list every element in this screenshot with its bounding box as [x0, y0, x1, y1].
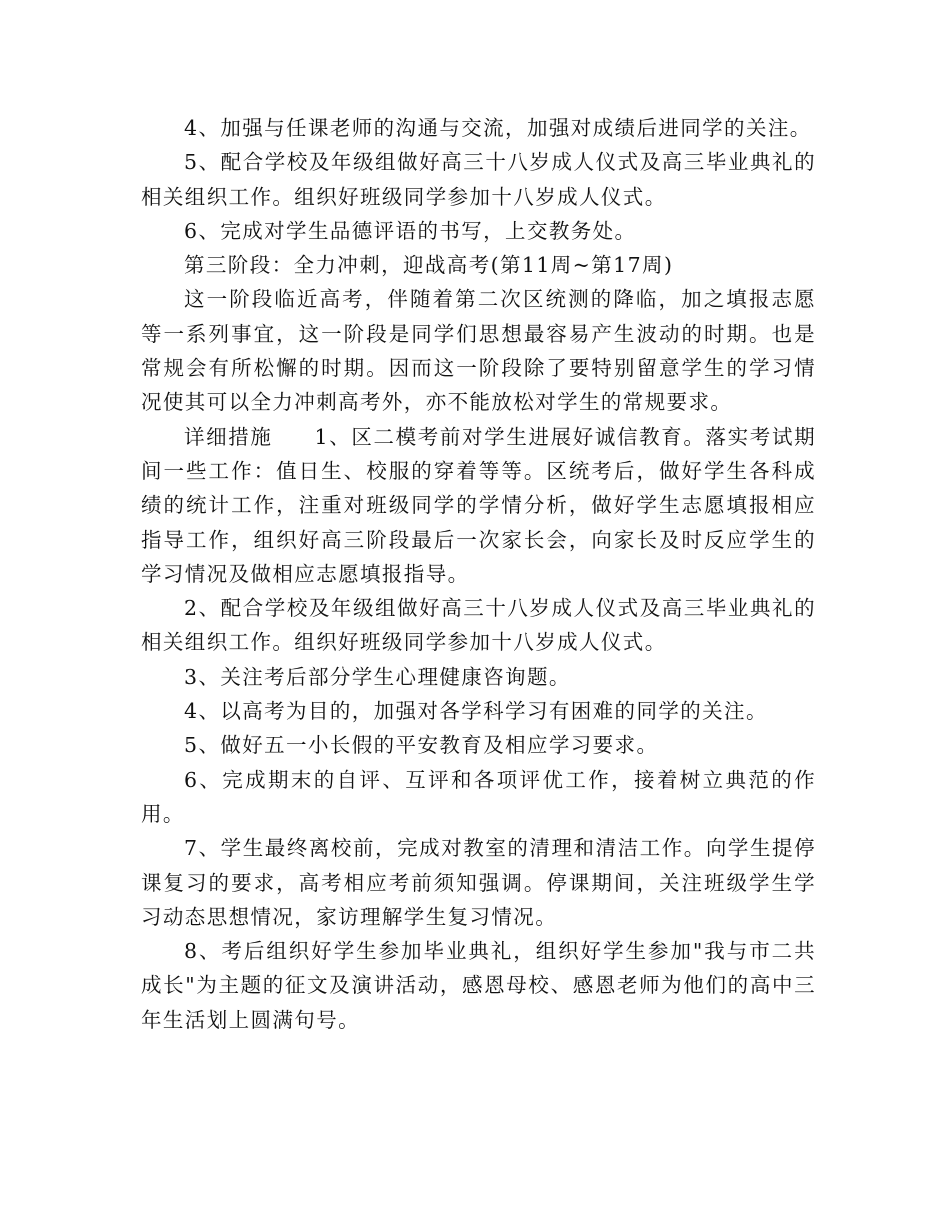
list-item: 5、做好五一小长假的平安教育及相应学习要求。 [184, 733, 659, 758]
list-item: 6、完成期末的自评、互评和各项评优工作，接着树立典范的作用。 [141, 767, 816, 826]
list-item: 4、以高考为目的，加强对各学科学习有困难的同学的关注。 [184, 699, 768, 724]
measures-text: 1、区二模考前对学生进展好诚信教育。落实考试期间一些工作：值日生、校服的穿着等等。区统考后，做好学生各科成绩的统计工作，注重对班级同学的学情分析，做好学生志愿填报相应指导工作，组织好高三阶段最后一次家长会，向家长及时反应学生的学习情况及做相应志愿填报指导。 [141, 424, 816, 586]
measures-label: 详细措施 [184, 424, 273, 449]
measures-paragraph [141, 420, 816, 591]
list-item: 2、配合学校及年级组做好高三十八岁成人仪式及高三毕业典礼的相关组织工作。组织好班级同学参加十八岁成人仪式。 [141, 596, 816, 655]
section-heading: 第三阶段：全力冲刺，迎战高考(第11周~第17周) [184, 253, 674, 278]
document-body [141, 111, 816, 1037]
paragraph: 这一阶段临近高考，伴随着第二次区统测的降临，加之填报志愿等一系列事宜，这一阶段是同学们思想最容易产生波动的时期。也是常规会有所松懈的时期。因而这一阶段除了要特别留意学生的学习情况使其可以全力冲刺高考外，亦不能放松对学生的常规要求。 [141, 287, 816, 415]
list-item: 3、关注考后部分学生心理健康咨询题。 [184, 664, 571, 689]
paragraph: 4、加强与任课老师的沟通与交流，加强对成绩后进同学的关注。 [184, 116, 812, 140]
paragraph: 6、完成对学生品德评语的书写，上交教务处。 [184, 218, 637, 243]
paragraph: 5、配合学校及年级组做好高三十八岁成人仪式及高三毕业典礼的相关组织工作。组织好班级同学参加十八岁成人仪式。 [141, 150, 816, 209]
list-item: 8、考后组织好学生参加毕业典礼，组织好学生参加"我与市二共成长"为主题的征文及演讲活动，感恩母校、感恩老师为他们的高中三年生活划上圆满句号。 [141, 939, 816, 1032]
list-item: 7、学生最终离校前，完成对教室的清理和清洁工作。向学生提停课复习的要求，高考相应考前须知强调。停课期间，关注班级学生学习动态思想情况，家访理解学生复习情况。 [141, 836, 816, 929]
